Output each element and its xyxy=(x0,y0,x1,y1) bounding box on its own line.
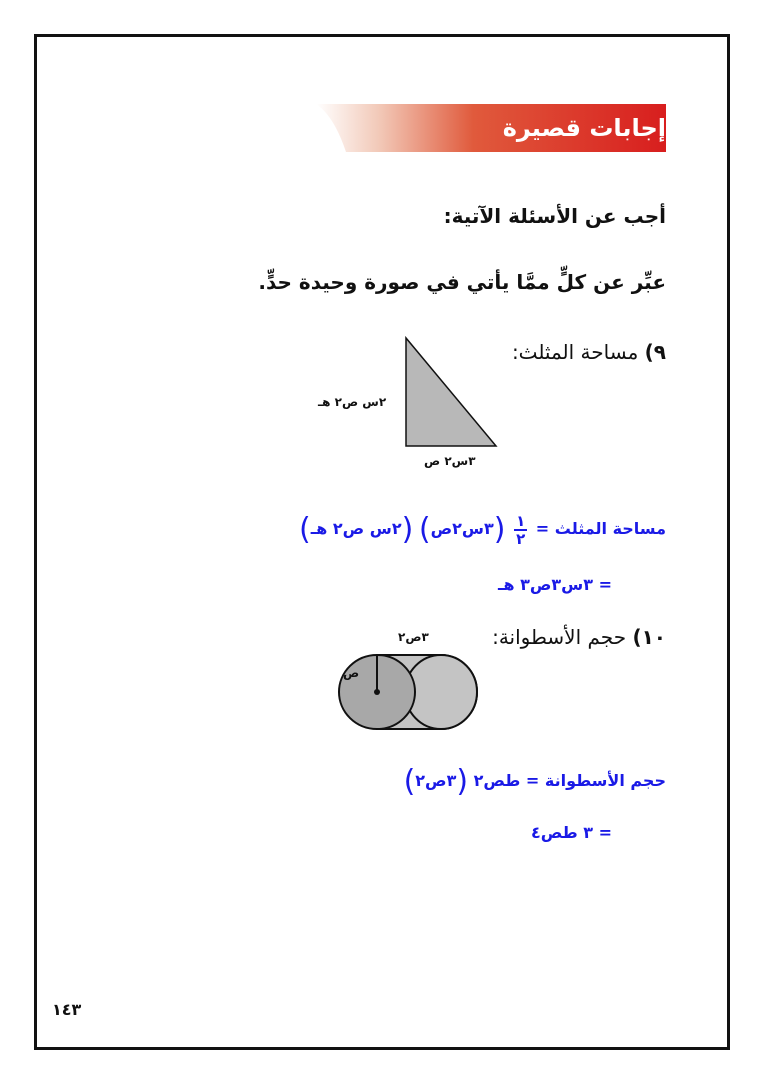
q10-factor: ٣ص٢ xyxy=(415,771,457,790)
q9-factor-2: ٢س ص٢ هـ xyxy=(310,519,402,538)
one-half-fraction xyxy=(514,513,527,547)
section-title: إجابات قصيرة xyxy=(502,114,666,142)
q10-answer-formula: حجم الأسطوانة = طص٢ (٣ص٢) xyxy=(403,764,666,799)
triangle-figure xyxy=(400,334,500,450)
cylinder-radius-label: ص xyxy=(343,666,360,680)
q9-answer-formula: مساحة المثلث = $\frac{١}{٢}$ (٣س٢ص) (٢س ص٢ هـ) xyxy=(299,511,666,548)
fraction-denominator: ٢ xyxy=(516,529,526,548)
q10-pi-term: طص٢ xyxy=(473,771,521,790)
question-9-text: مساحة المثلث: xyxy=(511,340,639,364)
q9-result: = ٣س٣ص٣ هـ xyxy=(497,575,612,594)
question-10 xyxy=(492,625,666,649)
cylinder-figure xyxy=(335,652,485,734)
q9-factor-1: ٣س٢ص xyxy=(430,519,494,538)
q9-answer-label: مساحة المثلث = xyxy=(535,519,666,538)
triangle-base-label: ٣س٢ ص xyxy=(424,454,476,468)
cylinder-length-label: ٣ص٢ xyxy=(398,630,429,644)
question-9 xyxy=(512,340,666,364)
instruction-line-2: عبِّر عن كلٍّ ممَّا يأتي في صورة وحيدة حدٍّ. xyxy=(258,270,666,294)
triangle-side-label: ٢س ص٢ هـ xyxy=(318,395,387,409)
q10-result: = ٣ طص٤ xyxy=(531,823,612,842)
question-10-number: ١٠) xyxy=(632,625,666,649)
page-number: ١٤٣ xyxy=(52,1000,82,1019)
q10-answer-label: حجم الأسطوانة = xyxy=(525,771,666,790)
instruction-line-1: أجب عن الأسئلة الآتية: xyxy=(443,204,666,228)
fraction-numerator: ١ xyxy=(516,511,526,530)
question-9-number: ٩) xyxy=(644,340,666,364)
question-10-text: حجم الأسطوانة: xyxy=(492,625,627,649)
